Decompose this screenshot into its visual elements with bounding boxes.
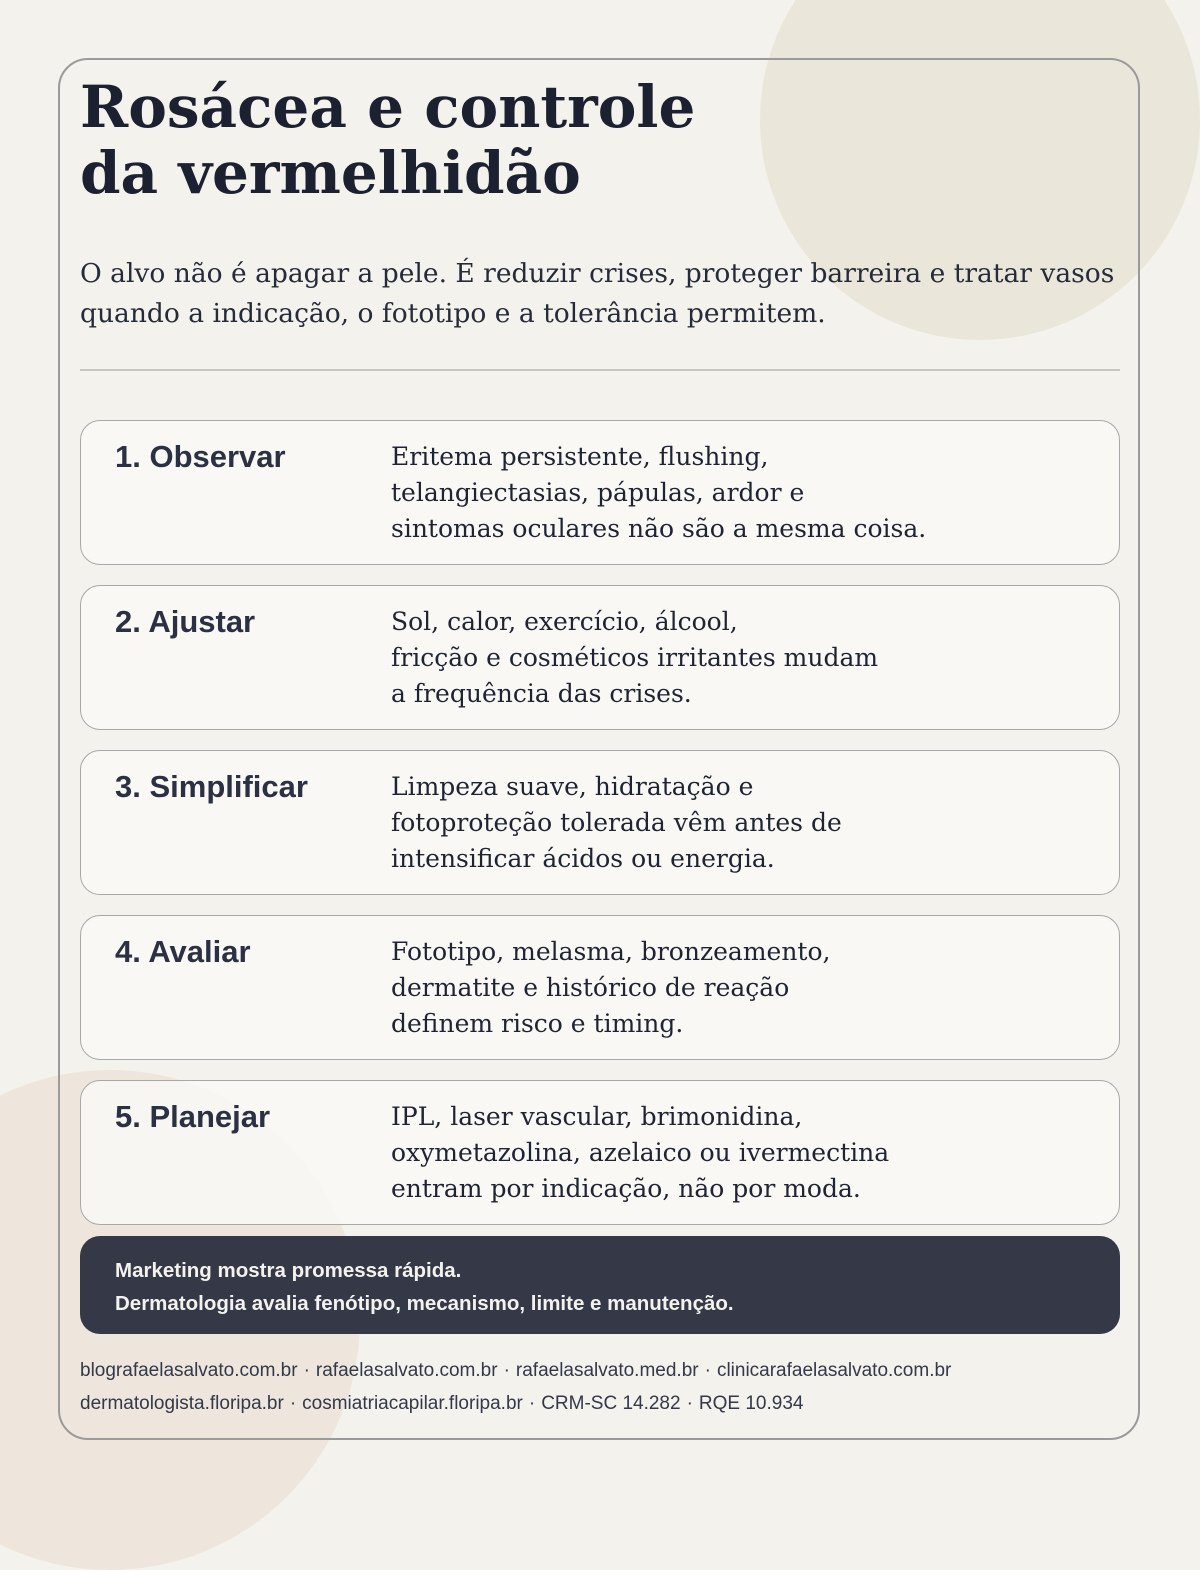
step-card-ajustar <box>80 585 1120 730</box>
separator: · <box>503 1360 510 1381</box>
footer-line-1 <box>80 1354 1140 1387</box>
title-line-1: Rosácea e controle <box>80 73 696 141</box>
step-title: 2. Ajustar <box>115 604 256 639</box>
banner-line-1: Marketing mostra promessa rápida. <box>115 1259 462 1282</box>
crm-number: CRM-SC 14.282 <box>541 1393 681 1414</box>
separator: · <box>289 1393 297 1414</box>
footer-link[interactable]: clinicarafaelasalvato.com.br <box>716 1360 952 1381</box>
step-title: 4. Avaliar <box>115 934 251 969</box>
step-description: Eritema persistente, flushing, telangiectasias, pápulas, ardor e sintomas oculares não são a mesma coisa. <box>391 442 927 543</box>
separator: · <box>303 1360 310 1381</box>
rqe-number: RQE 10.934 <box>698 1393 804 1414</box>
step-title: 1. Observar <box>115 439 286 474</box>
footer-link[interactable]: cosmiatriacapilar.floripa.br <box>302 1393 523 1414</box>
divider <box>80 369 1120 371</box>
title-line-2: da vermelhidão <box>80 139 581 207</box>
footer <box>80 1354 1140 1420</box>
step-description: Fototipo, melasma, bronzeamento, dermatite e histórico de reação definem risco e timing. <box>391 937 831 1038</box>
step-description: Limpeza suave, hidratação e fotoproteção tolerada vêm antes de intensificar ácidos ou energia. <box>391 772 842 873</box>
page-title <box>80 74 780 206</box>
banner-line-2: Dermatologia avalia fenótipo, mecanismo, limite e manutenção. <box>115 1292 734 1315</box>
footer-link[interactable]: dermatologista.floripa.br <box>80 1393 284 1414</box>
step-title: 5. Planejar <box>115 1099 271 1134</box>
step-card-avaliar <box>80 915 1120 1060</box>
footer-link[interactable]: rafaelasalvato.med.br <box>515 1360 699 1381</box>
step-description: Sol, calor, exercício, álcool, fricção e cosméticos irritantes mudam a frequência das crises. <box>391 607 879 708</box>
separator: · <box>528 1393 536 1414</box>
footer-line-2 <box>80 1387 1140 1420</box>
callout-banner <box>80 1236 1120 1334</box>
step-title: 3. Simplificar <box>115 769 308 804</box>
step-description: IPL, laser vascular, brimonidina, oxymetazolina, azelaico ou ivermectina entram por indicação, não por moda. <box>391 1102 890 1203</box>
step-card-observar <box>80 420 1120 565</box>
footer-link[interactable]: rafaelasalvato.com.br <box>315 1360 498 1381</box>
step-card-simplificar <box>80 750 1120 895</box>
separator: · <box>704 1360 711 1381</box>
footer-link[interactable]: blografaelasalvato.com.br <box>80 1360 298 1381</box>
page-subtitle: O alvo não é apagar a pele. É reduzir crises, proteger barreira e tratar vasos quando a indicação, o fototipo e a tolerância permitem. <box>80 258 1115 329</box>
step-card-planejar <box>80 1080 1120 1225</box>
separator: · <box>686 1393 693 1414</box>
